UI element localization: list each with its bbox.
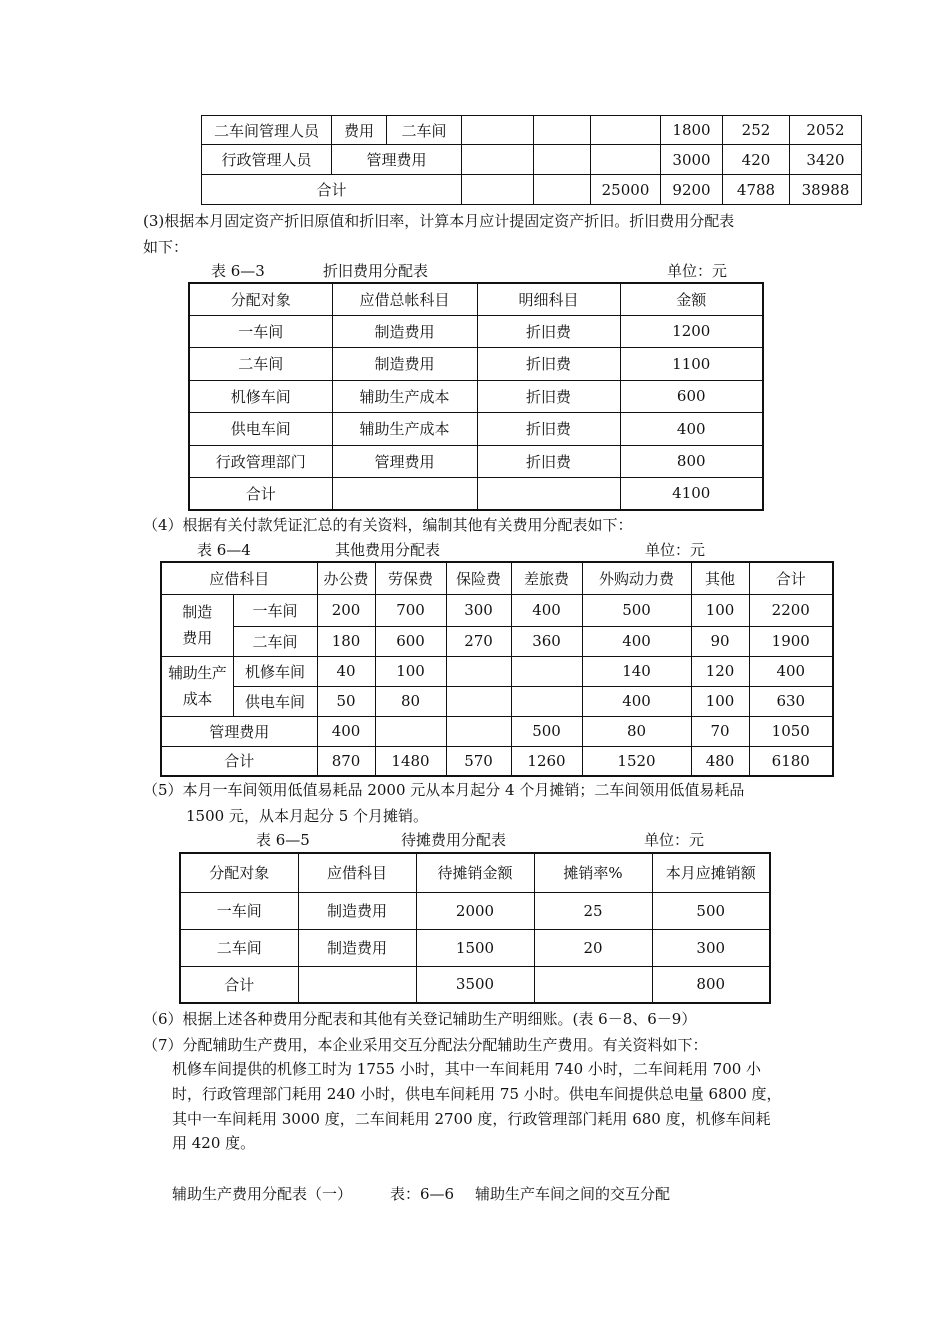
table-cell [534,175,591,205]
table-cell: 40 [317,656,375,686]
table-cell: 3000 [661,145,723,175]
table-cell: 300 [652,929,770,966]
column-header: 分配对象 [189,283,332,315]
table-cell: 管理费用 [332,145,462,175]
column-header: 应借科目 [161,562,317,594]
table-cell: 600 [620,380,763,412]
table-6-4-title: 其他费用分配表 [335,541,441,559]
table-cell [462,175,534,205]
paragraph-7-line-1: （7）分配辅助生产费用，本企业采用交互分配法分配辅助生产费用。有关资料如下： [143,1036,708,1054]
table-cell: 400 [582,626,691,656]
table-cell: 二车间管理人员 [202,116,332,145]
table-cell: 一车间 [189,315,332,347]
table-cell: 费用 [332,116,387,145]
table-cell: 400 [749,656,833,686]
table-cell: 200 [317,594,375,626]
table-cell: 100 [691,594,749,626]
paragraph-4: （4）根据有关付款凭证汇总的有关资料，编制其他有关费用分配表如下： [143,516,633,534]
paragraph-5-line-2: 1500 元，从本月起分 5 个月摊销。 [186,807,429,825]
table-row [202,116,862,145]
column-header: 分配对象 [180,853,298,892]
table-cell: 行政管理部门 [189,445,332,477]
table-cell: 80 [582,716,691,746]
paragraph-7-line-4: 其中一车间耗用 3000 度，二车间耗用 2700 度，行政管理部门耗用 680 度，机修车间耗 [172,1110,771,1128]
table-cell [511,656,582,686]
table-6-6-label: 表：6—6 [390,1185,455,1203]
table-cell: 合计 [161,746,317,776]
table-cell: 折旧费 [477,445,620,477]
table-6-3-label: 表 6—3 [211,262,265,280]
table-cell: 100 [375,656,446,686]
table-cell: 3420 [790,145,862,175]
row-group-label: 制造费用 [161,594,233,656]
table-cell: 100 [691,686,749,716]
table-cell: 400 [582,686,691,716]
table-cell: 400 [620,412,763,445]
table-cell: 500 [652,892,770,929]
table-6-5-unit: 单位：元 [644,831,705,849]
table-cell: 机修车间 [189,380,332,412]
table-header-row [180,853,770,892]
table-header-row [161,562,833,594]
table-cell: 二车间 [233,626,317,656]
table-6-4-label: 表 6—4 [197,541,251,559]
table-cell: 400 [317,716,375,746]
column-header: 待摊销金额 [416,853,534,892]
table-cell [534,966,652,1003]
table-cell: 50 [317,686,375,716]
table-cell: 25000 [591,175,661,205]
table-6-5 [179,852,771,1004]
table-cell: 4100 [620,477,763,510]
table-row [202,175,862,205]
table-cell: 20 [534,929,652,966]
table-cell: 制造费用 [298,929,416,966]
table-row [161,594,833,626]
column-header: 应借科目 [298,853,416,892]
table-cell: 制造费用 [332,315,477,347]
table-cell: 1200 [620,315,763,347]
table-cell: 1800 [661,116,723,145]
table-cell: 38988 [790,175,862,205]
table-cell: 500 [511,716,582,746]
table-6-3-unit: 单位：元 [667,262,728,280]
table-cell [446,656,511,686]
table-cell: 6180 [749,746,833,776]
table-cell [534,145,591,175]
row-group-label: 辅助生产成本 [161,656,233,716]
table-cell [477,477,620,510]
column-header: 金额 [620,283,763,315]
table-cell: 300 [446,594,511,626]
column-header: 办公费 [317,562,375,594]
table-cell: 辅助生产成本 [332,380,477,412]
table-cell [591,145,661,175]
table-6-6-title: 辅助生产费用分配表（一） [172,1185,353,1203]
table-cell [462,145,534,175]
table-cell: 辅助生产成本 [332,412,477,445]
table-row [189,380,763,412]
column-header: 明细科目 [477,283,620,315]
table-cell: 行政管理人员 [202,145,332,175]
column-header: 合计 [749,562,833,594]
paragraph-3-line-2: 如下： [143,238,189,256]
table-cell: 870 [317,746,375,776]
table-cell: 管理费用 [332,445,477,477]
table-cell: 机修车间 [233,656,317,686]
table-cell [591,116,661,145]
paragraph-6: （6）根据上述各种费用分配表和其他有关登记辅助生产明细账。(表 6－8、6－9） [143,1010,697,1028]
table-cell: 252 [723,116,790,145]
column-header: 本月应摊销额 [652,853,770,892]
column-header: 劳保费 [375,562,446,594]
paragraph-7-line-5: 用 420 度。 [172,1134,256,1152]
table-cell: 折旧费 [477,315,620,347]
table-cell [446,686,511,716]
table-cell: 2200 [749,594,833,626]
column-header: 应借总帐科目 [332,283,477,315]
table-6-3 [188,282,764,511]
table-6-6-subtitle: 辅助生产车间之间的交互分配 [475,1185,671,1203]
table-row [161,686,833,716]
column-header: 差旅费 [511,562,582,594]
table-continuation [201,115,862,205]
table-cell: 合计 [202,175,462,205]
table-cell: 2000 [416,892,534,929]
table-cell: 90 [691,626,749,656]
table-6-5-label: 表 6—5 [256,831,310,849]
table-6-4-unit: 单位：元 [645,541,706,559]
table-6-3-title: 折旧费用分配表 [323,262,429,280]
table-cell: 570 [446,746,511,776]
table-cell: 1100 [620,347,763,380]
table-row [189,315,763,347]
table-cell: 1520 [582,746,691,776]
table-row [161,716,833,746]
table-6-4 [160,561,834,777]
table-cell: 合计 [189,477,332,510]
table-cell: 折旧费 [477,412,620,445]
paragraph-3-line-1: (3)根据本月固定资产折旧原值和折旧率，计算本月应计提固定资产折旧。折旧费用分配表 [143,212,735,230]
table-cell [511,686,582,716]
table-cell: 制造费用 [298,892,416,929]
table-row [161,746,833,776]
table-cell: 1050 [749,716,833,746]
table-cell: 供电车间 [233,686,317,716]
table-cell [332,477,477,510]
table-cell: 500 [582,594,691,626]
table-cell: 折旧费 [477,380,620,412]
table-row [161,626,833,656]
table-row [189,347,763,380]
paragraph-5-line-1: （5）本月一车间领用低值易耗品 2000 元从本月起分 4 个月摊销；二车间领用低值易耗品 [143,781,745,799]
table-cell: 折旧费 [477,347,620,380]
table-cell: 140 [582,656,691,686]
table-cell: 供电车间 [189,412,332,445]
paragraph-7-line-2: 机修车间提供的机修工时为 1755 小时，其中一车间耗用 740 小时，二车间耗用 700 小 [172,1060,762,1078]
table-cell [462,116,534,145]
table-cell: 800 [652,966,770,1003]
table-cell: 合计 [180,966,298,1003]
table-cell: 180 [317,626,375,656]
table-cell [298,966,416,1003]
table-row [189,412,763,445]
column-header: 其他 [691,562,749,594]
table-cell: 一车间 [180,892,298,929]
table-header-row [189,283,763,315]
table-cell: 3500 [416,966,534,1003]
table-cell: 制造费用 [332,347,477,380]
table-row [202,145,862,175]
table-cell: 1900 [749,626,833,656]
table-6-5-title: 待摊费用分配表 [401,831,507,849]
table-row [189,477,763,510]
table-cell: 25 [534,892,652,929]
table-cell: 800 [620,445,763,477]
table-cell [375,716,446,746]
column-header: 保险费 [446,562,511,594]
table-cell: 1480 [375,746,446,776]
table-cell: 2052 [790,116,862,145]
table-cell: 120 [691,656,749,686]
table-cell: 630 [749,686,833,716]
table-cell: 9200 [661,175,723,205]
table-cell [534,116,591,145]
table-cell: 80 [375,686,446,716]
table-cell: 二车间 [387,116,462,145]
table-cell: 1260 [511,746,582,776]
table-cell: 二车间 [189,347,332,380]
table-cell: 360 [511,626,582,656]
table-row [180,929,770,966]
table-cell: 1500 [416,929,534,966]
table-row [180,892,770,929]
column-header: 摊销率% [534,853,652,892]
table-cell: 70 [691,716,749,746]
paragraph-7-line-3: 时，行政管理部门耗用 240 小时，供电车间耗用 75 小时。供电车间提供总电量 6800 度， [172,1085,782,1103]
table-cell: 4788 [723,175,790,205]
table-row [180,966,770,1003]
table-cell: 400 [511,594,582,626]
column-header: 外购动力费 [582,562,691,594]
table-row [189,445,763,477]
table-cell: 480 [691,746,749,776]
table-cell: 420 [723,145,790,175]
table-cell [446,716,511,746]
table-cell: 管理费用 [161,716,317,746]
table-row [161,656,833,686]
table-cell: 700 [375,594,446,626]
table-cell: 600 [375,626,446,656]
table-cell: 一车间 [233,594,317,626]
table-cell: 270 [446,626,511,656]
table-cell: 二车间 [180,929,298,966]
